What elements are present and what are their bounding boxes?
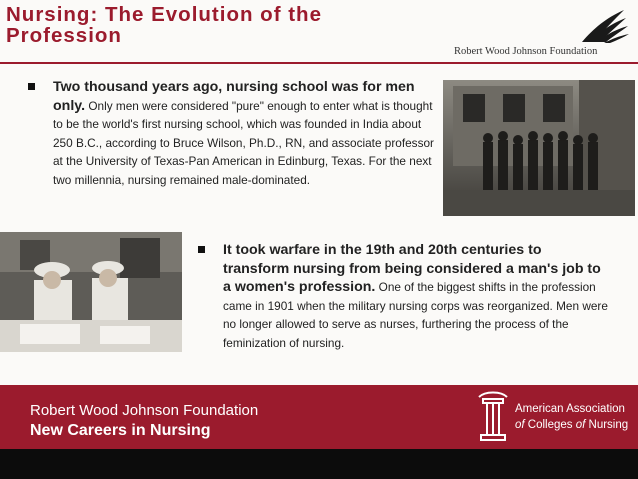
bullet-item-1 — [28, 78, 438, 190]
aacn-line-2 — [515, 419, 628, 431]
bullet-2-lead: It took warfare in the 19th and 20th centuries to transform nursing from being considered a man's job to a women's profession. — [223, 242, 601, 296]
aacn-of-2: of — [575, 419, 586, 431]
bullet-1-lead: Two thousand years ago, nursing school was for men only. — [53, 79, 415, 114]
title-line-1: Nursing: The Evolution of the — [6, 3, 322, 26]
aacn-logo — [475, 389, 635, 445]
rwjf-header-logo-text: Robert Wood Johnson Foundation — [454, 46, 598, 57]
bullet-1-text — [53, 78, 438, 190]
square-bullet-icon — [198, 246, 205, 253]
bottom-black-band — [0, 449, 638, 479]
footer-banner — [0, 385, 638, 449]
bullet-item-2 — [198, 241, 608, 353]
aacn-of-1: of — [515, 419, 525, 431]
aacn-colleges: Colleges — [524, 419, 576, 431]
bullet-1-body: Only men were considered "pure" enough to enter what is thought to be the world's first nursing school, which was founded in India about 250 B.C., according to Bruce Wilson, Ph.D., RN, and associate professor at the University of Texas-Pan American in Edinburg, Texas. For the next two millennia, nursing remained male-dominated. — [53, 98, 434, 187]
column-pillar-icon — [475, 389, 511, 445]
footer-program-name: New Careers in Nursing — [30, 422, 211, 439]
bullet-2-text — [223, 241, 608, 353]
historic-men-group-photo — [443, 80, 635, 216]
historic-nurses-photo — [0, 232, 182, 352]
header-divider — [0, 62, 638, 64]
rwjf-header-logo — [454, 8, 632, 62]
title-line-2: Profession — [6, 24, 122, 47]
bullet-2-body: One of the biggest shifts in the profession came in 1901 when the military nursing corps was reorganized. Men were no longer allowed to serve as nurses, furthering the process of the feminization of nursing. — [223, 280, 608, 350]
aacn-line-1: American Association — [515, 403, 625, 415]
bird-feather-icon — [454, 8, 632, 46]
aacn-nursing: Nursing — [585, 419, 629, 431]
square-bullet-icon — [28, 83, 35, 90]
footer-org-name: Robert Wood Johnson Foundation — [30, 402, 259, 419]
slide-title — [6, 4, 426, 46]
